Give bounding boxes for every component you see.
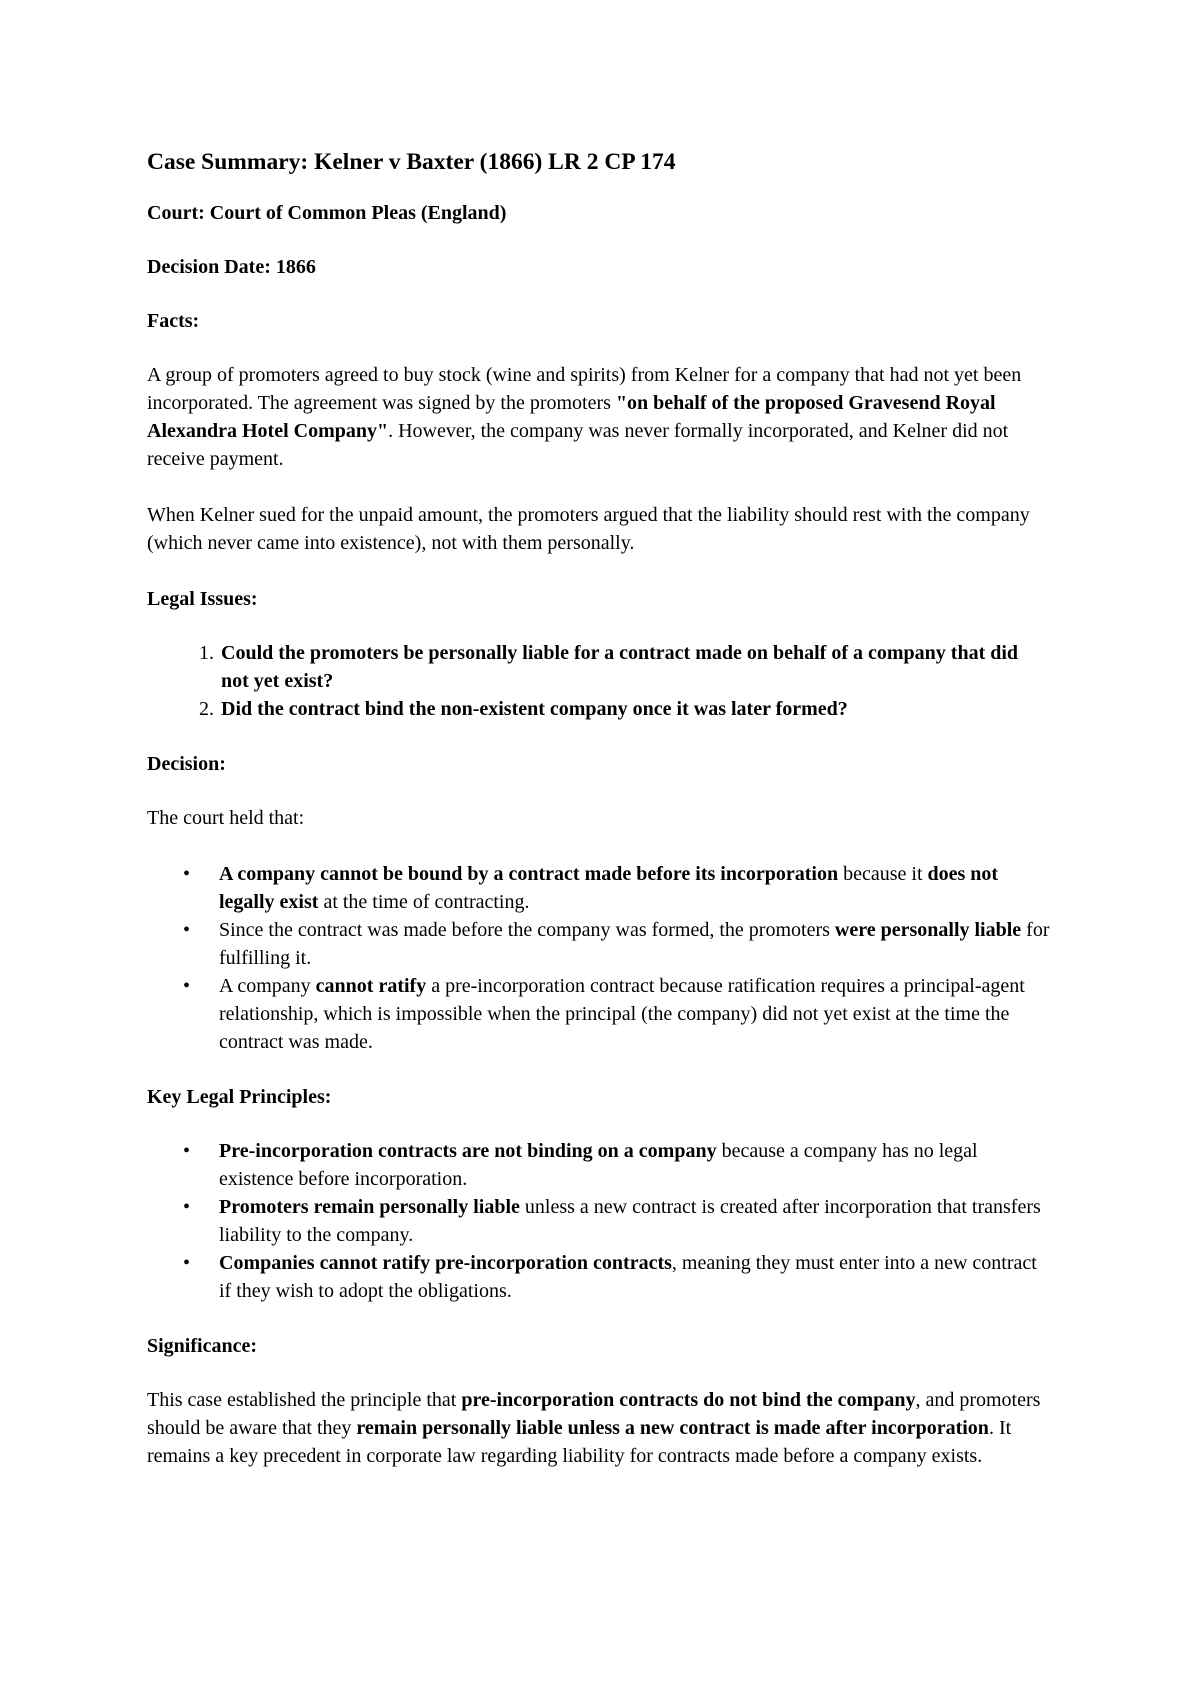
legal-issue-item: 2. Did the contract bind the non-existent company once it was later formed?	[219, 695, 1050, 723]
legal-issues-list	[147, 639, 1050, 723]
document-title: Case Summary: Kelner v Baxter (1866) LR 2 CP 174	[147, 149, 676, 175]
decision-item: • A company cannot ratify a pre-incorporation contract because ratification requires a principal-agent relationship, which is impossible when the principal (the company) did not yet exist at the time the contract was made.	[219, 972, 1050, 1056]
principle-item: • Companies cannot ratify pre-incorporation contracts, meaning they must enter into a new contract if they wish to adopt the obligations.	[219, 1249, 1050, 1305]
decision-heading: Decision:	[147, 753, 226, 775]
bullet-glyph: •	[183, 1252, 191, 1274]
facts-text-c: . However, the company was never formally incorporated, and Kelner did not receive payment.	[147, 420, 1009, 470]
bullet-glyph: •	[183, 1140, 191, 1162]
significance-heading: Significance:	[147, 1335, 257, 1357]
principles-list	[147, 1137, 1050, 1305]
facts-paragraph-2: When Kelner sued for the unpaid amount, the promoters argued that the liability should rest with the company (which never came into existence), not with them personally.	[147, 504, 1030, 554]
decision-item: • A company cannot be bound by a contract made before its incorporation because it does not legally exist at the time of contracting.	[219, 860, 1050, 916]
facts-paragraph-1	[147, 361, 1050, 473]
bullet-glyph: •	[183, 975, 191, 997]
decision-list	[147, 860, 1050, 1056]
principle-item: • Promoters remain personally liable unless a new contract is created after incorporation that transfers liability to the company.	[219, 1193, 1050, 1249]
facts-text-a: A group of promoters agreed to buy stock (wine and spirits) from Kelner for a company that had not yet been incorporated. The agreement was signed by the promoters	[147, 364, 1022, 414]
facts-heading: Facts:	[147, 310, 200, 332]
significance-paragraph: This case established the principle that pre-incorporation contracts do not bind the company, and promoters should be aware that they remain personally liable unless a new contract is made after incorporation. It remains a key precedent in corporate law regarding liability for contracts made before a company exists.	[147, 1389, 1041, 1467]
principle-item: • Pre-incorporation contracts are not binding on a company because a company has no legal existence before incorporation.	[219, 1137, 1050, 1193]
decision-intro: The court held that:	[147, 807, 305, 829]
principles-heading: Key Legal Principles:	[147, 1086, 332, 1108]
bullet-glyph: •	[183, 919, 191, 941]
legal-issues-heading: Legal Issues:	[147, 588, 258, 610]
bullet-glyph: •	[183, 1196, 191, 1218]
decision-date-line: Decision Date: 1866	[147, 256, 316, 278]
court-line: Court: Court of Common Pleas (England)	[147, 202, 507, 224]
legal-issue-item: 1. Could the promoters be personally liable for a contract made on behalf of a company that did not yet exist?	[219, 639, 1050, 695]
bullet-glyph: •	[183, 863, 191, 885]
decision-item: • Since the contract was made before the company was formed, the promoters were personally liable for fulfilling it.	[219, 916, 1050, 972]
facts-quote: "on behalf of the proposed Gravesend Royal Alexandra Hotel Company"	[147, 392, 996, 442]
